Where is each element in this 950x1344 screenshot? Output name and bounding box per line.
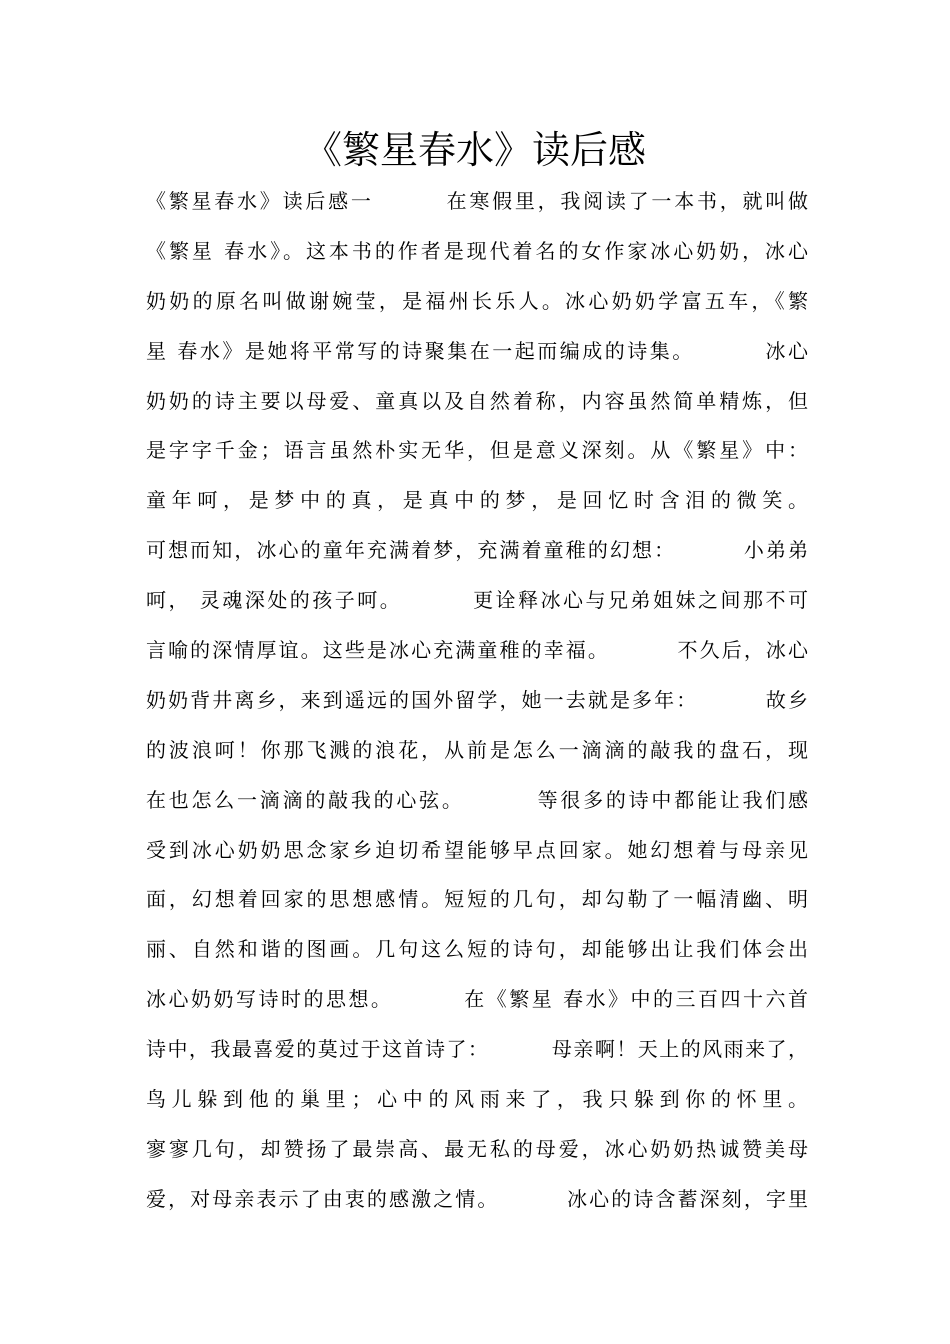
text-line: 星 春水》是她将平常写的诗聚集在一起而编成的诗集。 冰心 (146, 338, 808, 363)
text-line: 奶奶的原名叫做谢婉莹，是福州长乐人。冰心奶奶学富五车，《繁 (146, 288, 808, 313)
text-line: 的波浪呵！你那飞溅的浪花，从前是怎么一滴滴的敲我的盘石，现 (146, 737, 808, 762)
text-line: 呵， 灵魂深处的孩子呵。 更诠释冰心与兄弟姐妹之间那不可 (146, 588, 808, 613)
text-line: 童年呵，是梦中的真，是真中的梦，是回忆时含泪的微笑。 (146, 488, 808, 513)
text-line: 奶奶背井离乡，来到遥远的国外留学，她一去就是多年： 故乡 (146, 687, 808, 712)
text-line: 寥寥几句，却赞扬了最崇高、最无私的母爱，冰心奶奶热诚赞美母 (146, 1136, 808, 1161)
text-line: 在也怎么一滴滴的敲我的心弦。 等很多的诗中都能让我们感 (146, 787, 808, 812)
text-line: 是字字千金；语言虽然朴实无华，但是意义深刻。从《繁星》中： (146, 438, 808, 463)
text-line: 《繁星 春水》。这本书的作者是现代着名的女作家冰心奶奶，冰心 (146, 238, 808, 263)
text-line: 丽、自然和谐的图画。几句这么短的诗句，却能够出让我们体会出 (146, 937, 808, 962)
text-line: 爱，对母亲表示了由衷的感激之情。 冰心的诗含蓄深刻，字里 (146, 1186, 808, 1211)
text-line: 冰心奶奶写诗时的思想。 在《繁星 春水》中的三百四十六首 (146, 987, 808, 1012)
text-line: 《繁星春水》读后感一 在寒假里，我阅读了一本书，就叫做 (146, 189, 808, 213)
text-line: 言喻的深情厚谊。这些是冰心充满童稚的幸福。 不久后，冰心 (146, 638, 808, 663)
document-body (146, 180, 808, 1228)
text-line: 面，幻想着回家的思想感情。短短的几句，却勾勒了一幅清幽、明 (146, 887, 808, 912)
text-line: 鸟儿躲到他的巢里；心中的风雨来了，我只躲到你的怀里。 (146, 1087, 808, 1112)
document-title: 《繁星春水》读后感 (303, 128, 646, 172)
text-line: 可想而知，冰心的童年充满着梦，充满着童稚的幻想： 小弟弟 (146, 538, 808, 563)
text-line: 奶奶的诗主要以母爱、童真以及自然着称，内容虽然简单精炼，但 (146, 388, 808, 413)
text-line: 诗中，我最喜爱的莫过于这首诗了： 母亲啊！天上的风雨来了， (146, 1037, 808, 1062)
text-line: 受到冰心奶奶思念家乡迫切希望能够早点回家。她幻想着与母亲见 (146, 837, 808, 862)
